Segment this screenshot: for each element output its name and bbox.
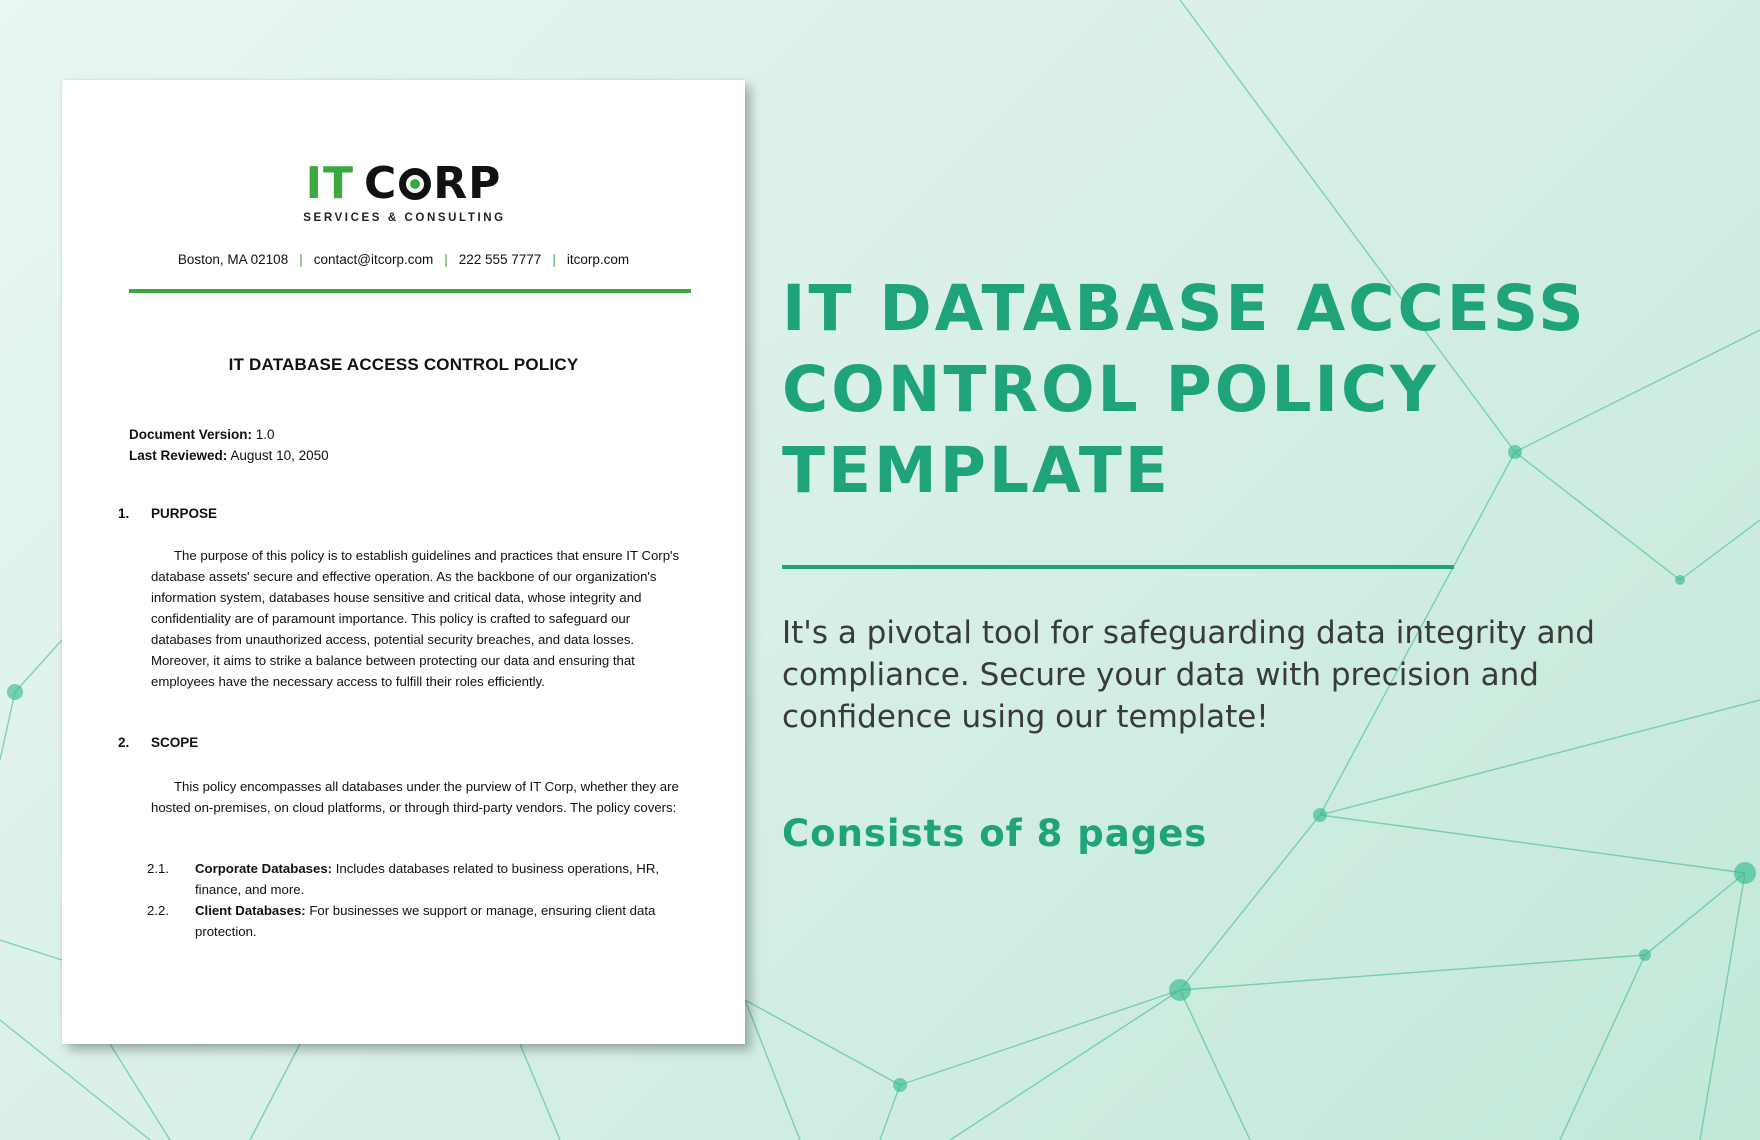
document-title: IT DATABASE ACCESS CONTROL POLICY [228, 355, 579, 374]
list-item-term: Corporate Databases: [195, 861, 333, 876]
purpose-paragraph: The purpose of this policy is to establish guidelines and practices that ensure IT Corp's database assets' secure and effective operation. As the backbone of our organization's information system, databases house sensitive and critical data, whose integrity and confidentiality are of paramount importance. This policy is crafted to safeguard our databases from unauthorized access, potential security breaches, and data losses. Moreover, it aims to strike a balance between protecting our data and ensuring that employees have the necessary access to fulfill their roles efficiently. [151, 548, 680, 689]
list-item-text: For businesses we support or manage, ensuring client data protection. [195, 903, 656, 939]
page-count-note: Consists of 8 pages [782, 812, 1208, 855]
contact-bar [62, 252, 745, 267]
document-meta [129, 424, 329, 466]
reviewed-label: Last Reviewed: [129, 448, 228, 463]
template-title: IT DATABASE ACCESS CONTROL POLICY TEMPLATE [782, 272, 1587, 507]
section-title: SCOPE [151, 735, 199, 750]
list-item-text: Includes databases related to business operations, HR, finance, and more. [195, 861, 660, 897]
contact-phone: 222 555 7777 [458, 252, 542, 267]
contact-website: itcorp.com [566, 252, 630, 267]
title-divider [782, 565, 1454, 569]
logo-target-icon [399, 168, 431, 200]
reviewed-value: August 10, 2050 [230, 448, 329, 463]
document-preview-page [62, 80, 745, 1044]
section-heading-scope [118, 735, 198, 750]
version-value: 1.0 [255, 427, 275, 442]
list-item-term: Client Databases: [195, 903, 306, 918]
list-item [147, 900, 691, 942]
version-label: Document Version: [129, 427, 253, 442]
section-title: PURPOSE [151, 506, 218, 521]
template-description: It's a pivotal tool for safeguarding data integrity and compliance. Secure your data with precision and confidence using our template! [782, 615, 1595, 735]
section-heading-purpose [118, 506, 217, 521]
contact-separator: | [299, 252, 303, 267]
contact-separator: | [552, 252, 556, 267]
section-number: 2. [118, 735, 130, 750]
logo-it-text: IT [305, 158, 354, 209]
company-logo [62, 158, 745, 224]
list-item-number: 2.2. [147, 903, 169, 918]
contact-email: contact@itcorp.com [313, 252, 434, 267]
logo-corp-rest: RP [433, 158, 502, 209]
contact-address: Boston, MA 02108 [177, 252, 289, 267]
logo-corp-c: C [363, 158, 398, 209]
list-item [147, 858, 691, 900]
contact-separator: | [444, 252, 448, 267]
scope-paragraph: This policy encompasses all databases under the purview of IT Corp, whether they are hosted on-premises, on cloud platforms, or through third-party vendors. The policy covers: [151, 779, 679, 815]
list-item-number: 2.1. [147, 861, 169, 876]
logo-tagline: SERVICES & CONSULTING [303, 212, 506, 224]
header-divider [129, 289, 691, 293]
section-number: 1. [118, 506, 130, 521]
